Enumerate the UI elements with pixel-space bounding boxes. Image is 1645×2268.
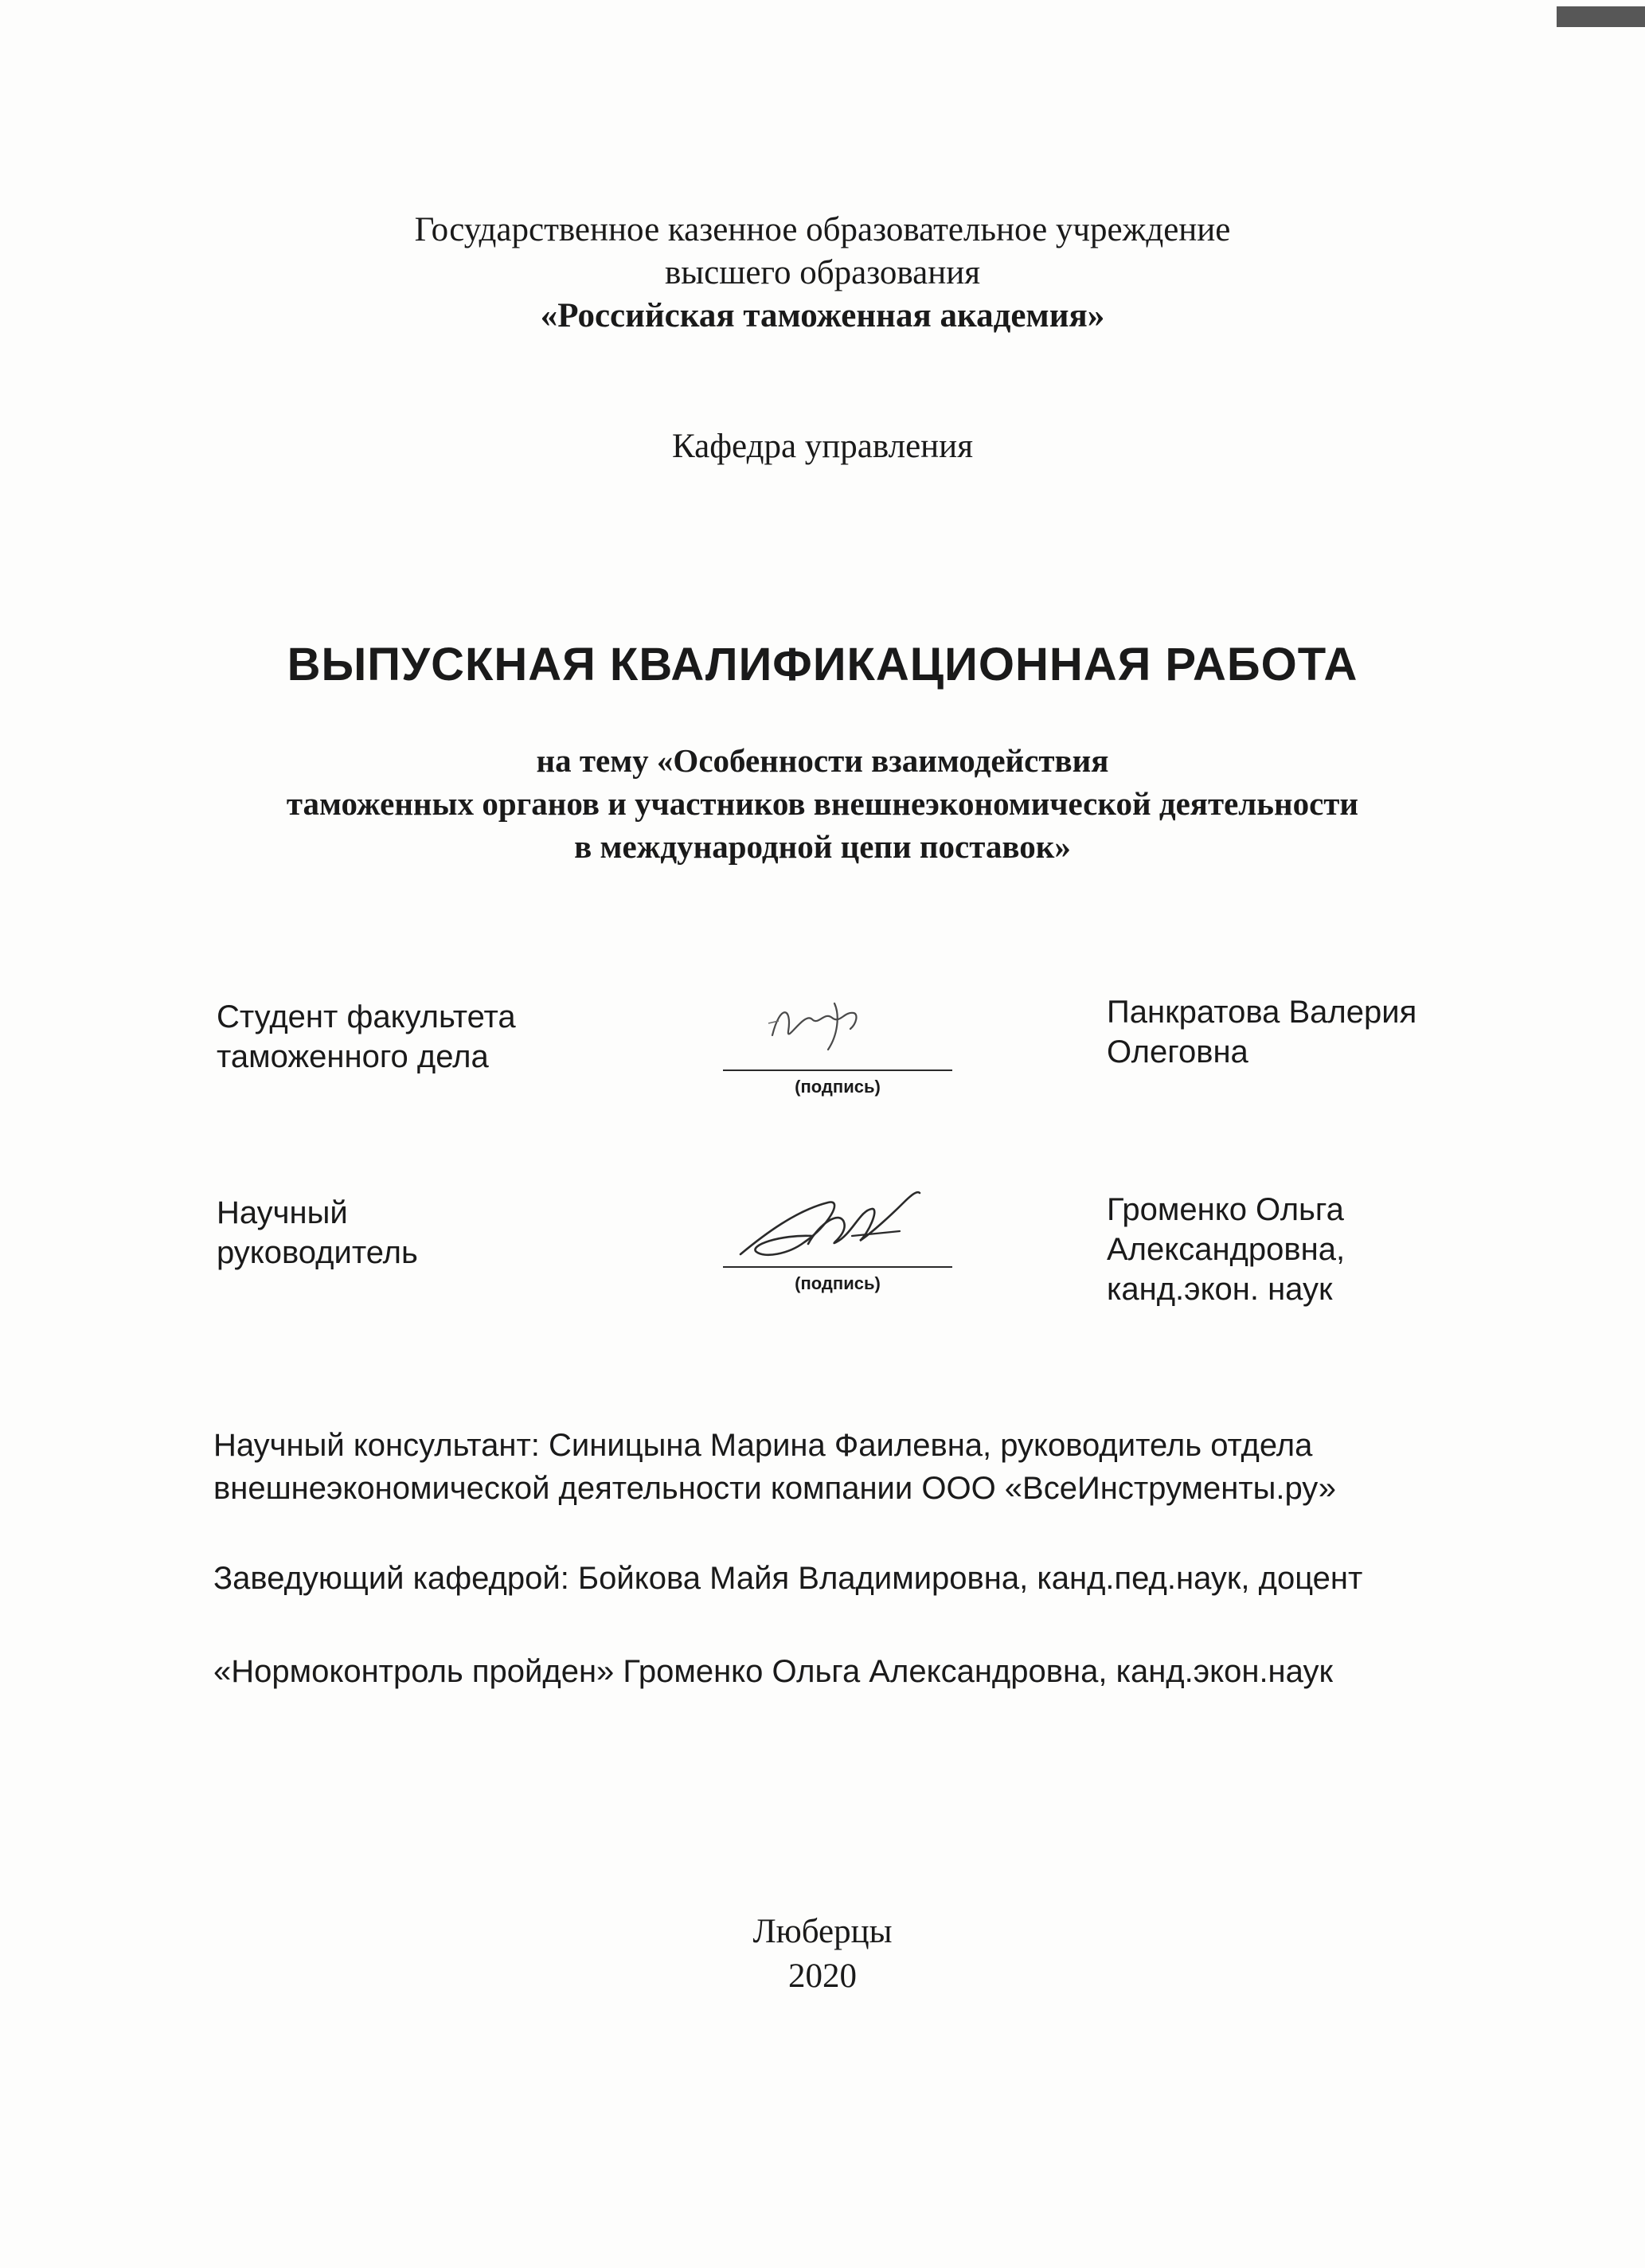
supervisor-signature	[733, 1179, 940, 1274]
supervisor-name: Громенко Ольга Александровна, канд.экон. наук	[1107, 1192, 1346, 1307]
department: Кафедра управления	[672, 428, 973, 465]
city: Люберцы	[752, 1913, 893, 1950]
thesis-topic	[0, 739, 1645, 868]
student-signature-line	[723, 1069, 952, 1071]
institution-line-1: Государственное казенное образовательное учреждение	[414, 211, 1231, 248]
student-signature	[764, 987, 876, 1059]
topic-line-1: на тему «Особенности взаимодействия	[536, 742, 1109, 779]
student-name: Панкратова Валерия Олеговна	[1107, 995, 1417, 1069]
document-title: ВЫПУСКНАЯ КВАЛИФИКАЦИОННАЯ РАБОТА	[287, 639, 1358, 690]
student-label: Студент факультета таможенного дела	[217, 999, 516, 1074]
institution-line-2: высшего образования	[664, 254, 981, 291]
student-signature-caption: (подпись)	[795, 1077, 881, 1097]
institution-name: «Российская таможенная академия»	[540, 297, 1105, 334]
topic-line-2: таможенных органов и участников внешнеэкономической деятельности	[286, 785, 1359, 822]
normcontrol: «Нормоконтроль пройден» Громенко Ольга Александровна, канд.экон.наук	[213, 1654, 1333, 1689]
scan-artifact	[1557, 6, 1645, 27]
supervisor-label: Научный руководитель	[217, 1195, 418, 1270]
supervisor-signature-caption: (подпись)	[795, 1273, 881, 1293]
head-of-department: Заведующий кафедрой: Бойкова Майя Владимировна, канд.пед.наук, доцент	[213, 1561, 1363, 1596]
scientific-consultant: Научный консультант: Синицына Марина Фаилевна, руководитель отдела внешнеэкономической деятельности компании ООО «ВсеИнструменты.ру»	[213, 1428, 1336, 1506]
topic-line-3: в международной цепи поставок»	[574, 828, 1071, 865]
footer	[0, 1910, 1645, 1999]
supervisor-signature-line	[723, 1266, 952, 1268]
year: 2020	[788, 1957, 857, 1995]
institution-header	[0, 209, 1645, 338]
